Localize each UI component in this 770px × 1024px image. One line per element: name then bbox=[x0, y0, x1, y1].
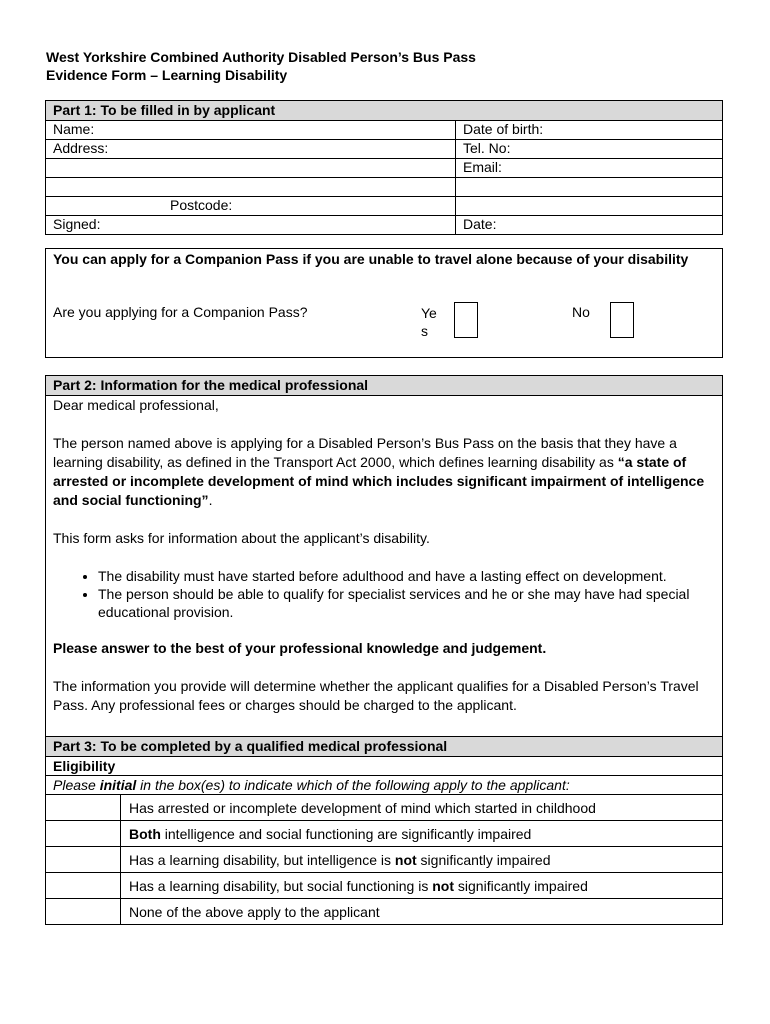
address-field[interactable]: Address: bbox=[46, 140, 456, 159]
definition-text: “a state of arrested or incomplete development of mind which includes significant impairment of intelligence and social functioning” bbox=[53, 454, 705, 508]
initial-box-1[interactable] bbox=[46, 795, 121, 821]
form-title-line1: West Yorkshire Combined Authority Disabled Person’s Bus Pass bbox=[46, 49, 476, 65]
part3-section bbox=[45, 736, 723, 925]
initial-box-4[interactable] bbox=[46, 873, 121, 899]
initial-box-2[interactable] bbox=[46, 821, 121, 847]
blank-field[interactable] bbox=[456, 178, 723, 197]
definition-end: . bbox=[208, 492, 213, 508]
instr-bold: initial bbox=[99, 777, 137, 793]
part2-header: Part 2: Information for the medical professional bbox=[46, 376, 722, 396]
no-checkbox[interactable] bbox=[610, 302, 634, 338]
opt4-b: not bbox=[432, 877, 455, 894]
eligibility-instruction bbox=[46, 776, 722, 794]
list-item: • The person should be able to qualify for specialist services and he or she may have had special educational provision. bbox=[98, 585, 722, 621]
opt3-a: Has a learning disability, but intelligence is bbox=[129, 851, 395, 868]
part2-section bbox=[45, 375, 723, 737]
form-title-line2: Evidence Form – Learning Disability bbox=[46, 67, 288, 83]
blank-field-2[interactable] bbox=[456, 197, 723, 216]
opt3-b: not bbox=[394, 851, 417, 868]
companion-section bbox=[45, 248, 723, 358]
intro-text: The person named above is applying for a Disabled Person’s Bus Pass on the basis that they have a learning disability, as defined in the Transport Act 2000, which defines learning disability as bbox=[53, 435, 677, 470]
greeting: Dear medical professional, bbox=[53, 397, 219, 413]
opt3-c: significantly impaired bbox=[416, 851, 551, 868]
companion-heading: You can apply for a Companion Pass if you are unable to travel alone because of your disability bbox=[53, 251, 689, 267]
no-label: No bbox=[572, 304, 590, 320]
signed-field[interactable]: Signed: bbox=[46, 216, 456, 235]
option-5: None of the above apply to the applicant bbox=[121, 899, 723, 925]
instr-post: in the box(es) to indicate which of the following apply to the applicant: bbox=[136, 777, 570, 793]
opt2-rest: intelligence and social functioning are significantly impaired bbox=[160, 825, 532, 842]
instruction: Please answer to the best of your professional knowledge and judgement. bbox=[53, 640, 547, 656]
table-row bbox=[46, 847, 722, 873]
companion-question: Are you applying for a Companion Pass? bbox=[53, 304, 308, 320]
form-purpose: This form asks for information about the applicant’s disability. bbox=[53, 530, 430, 546]
option-4 bbox=[121, 873, 723, 899]
intro-paragraph bbox=[46, 434, 722, 510]
table-row bbox=[46, 795, 722, 821]
eligibility-table bbox=[46, 794, 722, 924]
applicant-details-table bbox=[46, 121, 722, 234]
option-3 bbox=[121, 847, 723, 873]
part1-header: Part 1: To be filled in by applicant bbox=[46, 101, 722, 121]
form-title bbox=[46, 48, 476, 84]
part1-section bbox=[45, 100, 723, 235]
opt4-a: Has a learning disability, but social functioning is bbox=[129, 877, 433, 894]
eligibility-heading: Eligibility bbox=[46, 757, 722, 776]
list-item: • The disability must have started before adulthood and have a lasting effect on development. bbox=[98, 567, 722, 585]
instr-pre: Please bbox=[53, 777, 100, 793]
date-field[interactable]: Date: bbox=[456, 216, 723, 235]
requirements-list bbox=[46, 567, 722, 621]
yes-label: Ye s bbox=[421, 305, 437, 339]
opt4-c: significantly impaired bbox=[454, 877, 588, 894]
yes-checkbox[interactable] bbox=[454, 302, 478, 338]
address-line-2[interactable] bbox=[46, 159, 456, 178]
table-row bbox=[46, 899, 722, 925]
fees-paragraph: The information you provide will determine whether the applicant qualifies for a Disabled Person’s Travel Pass. Any professional fees or charges should be charged to the applicant. bbox=[53, 678, 699, 713]
email-field[interactable]: Email: bbox=[456, 159, 723, 178]
table-row bbox=[46, 873, 722, 899]
postcode-field[interactable]: Postcode: bbox=[46, 197, 456, 216]
opt2-bold: Both bbox=[129, 825, 161, 842]
tel-field[interactable]: Tel. No: bbox=[456, 140, 723, 159]
option-1: Has arrested or incomplete development of mind which started in childhood bbox=[121, 795, 723, 821]
address-line-3[interactable] bbox=[46, 178, 456, 197]
dob-field[interactable]: Date of birth: bbox=[463, 121, 544, 137]
part3-header: Part 3: To be completed by a qualified medical professional bbox=[46, 737, 722, 757]
option-2 bbox=[121, 821, 723, 847]
name-field[interactable]: Name: bbox=[46, 121, 456, 140]
initial-box-3[interactable] bbox=[46, 847, 121, 873]
initial-box-5[interactable] bbox=[46, 899, 121, 925]
table-row bbox=[46, 821, 722, 847]
